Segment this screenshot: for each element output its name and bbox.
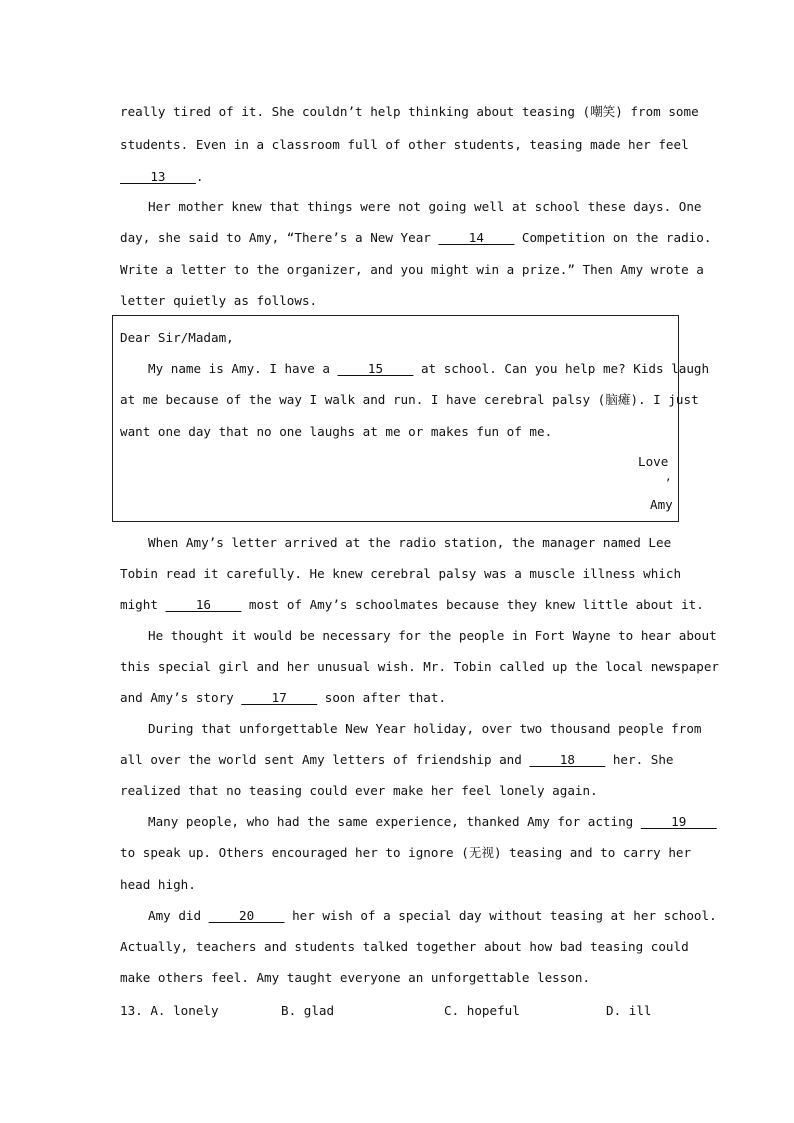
passage-line [120, 230, 711, 246]
story-line [120, 597, 704, 613]
question-13-option-a: 13. A. lonely [120, 1003, 219, 1018]
story-line: realized that no teasing could ever make her feel lonely again. [120, 783, 598, 798]
story-text: most of Amy’s schoolmates because they knew little about it. [241, 597, 704, 612]
letter-salutation: Dear Sir/Madam, [120, 330, 234, 345]
story-text: and Amy’s story [120, 690, 242, 705]
blank-18: ____18____ [529, 752, 606, 767]
story-line: During that unforgettable New Year holiday, over two thousand people from [148, 721, 702, 736]
question-13-option-c: C. hopeful [444, 1003, 520, 1018]
letter-box [112, 315, 679, 522]
story-line: Tobin read it carefully. He knew cerebral palsy was a muscle illness which [120, 566, 682, 581]
story-line [148, 814, 717, 830]
story-line: head high. [120, 877, 196, 892]
story-text: Amy did [148, 908, 209, 923]
story-line [120, 690, 446, 706]
story-text: her. She [605, 752, 674, 767]
story-line: Actually, teachers and students talked together about how bad teasing could [120, 939, 689, 954]
story-line: make others feel. Amy taught everyone an unforgettable lesson. [120, 970, 591, 985]
letter-line: want one day that no one laughs at me or makes fun of me. [120, 424, 553, 439]
blank-16: ____16____ [165, 597, 242, 612]
blank-14: ____14____ [438, 230, 515, 245]
passage-line: really tired of it. She couldn’t help thinking about teasing (嘲笑) from some [120, 104, 699, 119]
letter-text: My name is Amy. I have a [148, 361, 338, 376]
letter-closing: Love [638, 454, 669, 469]
passage-text: Competition on the radio. [514, 230, 712, 245]
blank-20: ____20____ [208, 908, 285, 923]
letter-closing-comma: , [665, 470, 672, 483]
story-line [148, 908, 717, 924]
passage-text: . [195, 169, 204, 184]
question-13-option-b: B. glad [281, 1003, 335, 1018]
blank-15: ____15____ [337, 361, 414, 376]
letter-line: at me because of the way I walk and run. I have cerebral palsy (脑瘫). I just [120, 392, 699, 407]
letter-line [148, 361, 709, 377]
story-line: to speak up. Others encouraged her to ignore (无视) teasing and to carry her [120, 845, 692, 860]
blank-17: ____17____ [241, 690, 318, 705]
story-text: might [120, 597, 166, 612]
story-line: this special girl and her unusual wish. Mr. Tobin called up the local newspaper [120, 659, 719, 674]
passage-line [120, 169, 203, 185]
letter-text: at school. Can you help me? Kids laugh [413, 361, 710, 376]
passage-line: letter quietly as follows. [120, 293, 318, 308]
story-line [120, 752, 674, 768]
passage-line: Write a letter to the organizer, and you might win a prize.” Then Amy wrote a [120, 262, 704, 277]
passage-line: students. Even in a classroom full of other students, teasing made her feel [120, 137, 689, 152]
story-text: all over the world sent Amy letters of friendship and [120, 752, 530, 767]
blank-13: ____13____ [120, 169, 196, 184]
story-text: Many people, who had the same experience, thanked Amy for acting [148, 814, 641, 829]
story-line: He thought it would be necessary for the people in Fort Wayne to hear about [148, 628, 717, 643]
story-text: soon after that. [317, 690, 447, 705]
passage-text: day, she said to Amy, “There’s a New Year [120, 230, 439, 245]
question-13-option-d: D. ill [606, 1003, 652, 1018]
story-text: her wish of a special day without teasing at her school. [284, 908, 717, 923]
blank-19: ____19____ [640, 814, 717, 829]
story-line: When Amy’s letter arrived at the radio station, the manager named Lee [148, 535, 672, 550]
passage-line: Her mother knew that things were not going well at school these days. One [148, 199, 702, 214]
letter-signature: Amy [650, 497, 673, 512]
